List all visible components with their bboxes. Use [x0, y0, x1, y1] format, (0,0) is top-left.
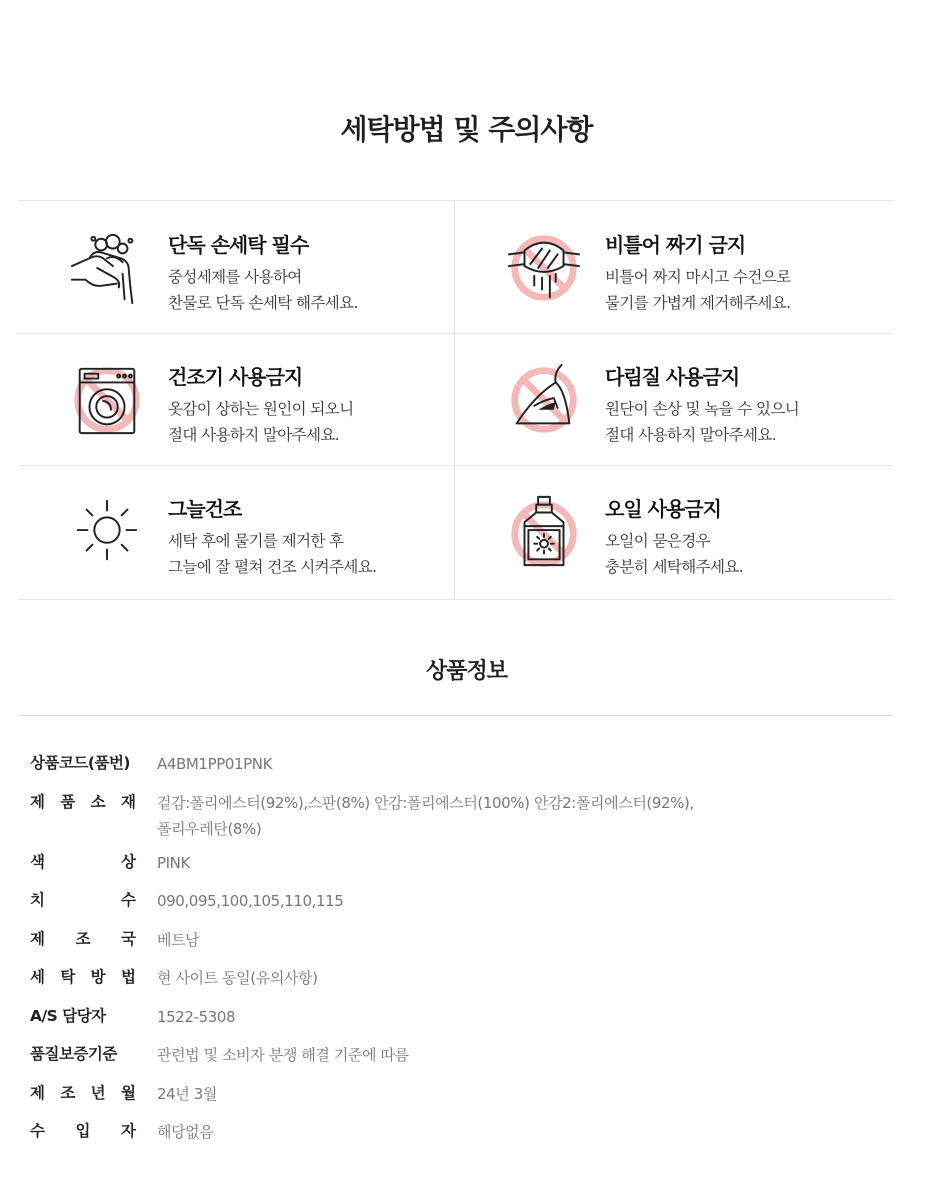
info-label-char: 세 — [30, 968, 45, 986]
product-info-divider — [18, 715, 893, 716]
care-item-title: 비틀어 짜기 금지 — [605, 233, 746, 257]
care-item-no-dryer — [18, 333, 455, 465]
info-value — [157, 965, 877, 991]
info-value-line: A4BM1PP01PNK — [157, 755, 273, 773]
care-item-desc-line: 찬물로 단독 손세탁 해주세요. — [168, 294, 358, 312]
care-item-desc — [605, 396, 799, 448]
info-row-wash-method — [30, 961, 890, 1000]
info-value — [157, 1042, 877, 1068]
info-row-importer — [30, 1115, 890, 1154]
info-value-line: 베트남 — [157, 930, 200, 949]
no-dryer-icon — [68, 361, 146, 439]
info-value — [157, 888, 877, 914]
info-value — [157, 850, 877, 876]
info-label — [30, 1119, 136, 1141]
care-item-desc-line: 물기를 가볍게 제거해주세요. — [605, 294, 791, 312]
care-item-shade-dry — [18, 465, 455, 597]
care-item-no-oil — [455, 465, 892, 597]
info-label-char: 수 — [30, 1122, 45, 1140]
info-label-char: 재 — [120, 792, 136, 811]
care-item-desc — [168, 396, 353, 448]
product-info-table — [30, 747, 890, 1154]
info-label-char: 색 — [30, 852, 45, 871]
info-value-line: 현 사이트 동일(유의사항) — [157, 969, 318, 987]
info-value-line: 관련법 및 소비자 분쟁 해결 기준에 따름 — [157, 1046, 409, 1064]
care-item-no-wring — [455, 201, 892, 333]
care-item-desc-line: 그늘에 잘 펼쳐 건조 시켜주세요. — [168, 558, 377, 576]
hand-wash-icon — [68, 229, 146, 307]
info-label-char: 입 — [75, 1122, 91, 1140]
care-instructions-grid — [18, 200, 893, 600]
info-label-char: 자 — [121, 1122, 136, 1140]
info-label-char: 품 — [60, 792, 76, 811]
info-label — [30, 1081, 136, 1103]
info-value-line: 1522-5308 — [157, 1007, 236, 1026]
info-label-char: 법 — [120, 968, 136, 986]
info-label-char: 년 — [90, 1083, 106, 1102]
info-row-color — [30, 846, 890, 885]
info-label — [30, 888, 136, 910]
info-value — [157, 1119, 877, 1145]
info-row-product-code — [30, 747, 890, 786]
info-label-char: 제 — [30, 1083, 45, 1102]
info-label-char: 상 — [121, 852, 136, 871]
info-label: 상품코드(품번) — [30, 754, 131, 772]
info-label-char: 방 — [90, 968, 106, 986]
info-label — [30, 850, 136, 872]
care-item-hand-wash — [18, 201, 455, 333]
info-label-char: 국 — [121, 929, 136, 948]
info-row-material — [30, 786, 890, 846]
care-item-desc-line: 세탁 후에 물기를 제거한 후 — [168, 532, 344, 550]
care-item-title: 그늘건조 — [168, 497, 242, 521]
info-value-line: PINK — [157, 853, 190, 872]
info-value — [157, 1081, 877, 1107]
info-value-line: 24년 3월 — [157, 1084, 217, 1103]
care-item-desc-line: 절대 사용하지 말아주세요. — [168, 426, 340, 444]
info-value — [157, 927, 877, 953]
care-item-desc-line: 충분히 세탁해주세요. — [605, 558, 744, 576]
info-row-size — [30, 884, 890, 923]
no-wring-icon — [505, 229, 583, 307]
care-item-title: 오일 사용금지 — [605, 497, 721, 521]
info-label: A/S 담당자 — [30, 1006, 106, 1025]
care-item-title: 다림질 사용금지 — [605, 365, 740, 389]
care-item-desc-line: 원단이 손상 및 녹을 수 있으니 — [605, 400, 800, 418]
care-item-desc-line: 비틀어 짜지 마시고 수건으로 — [605, 268, 791, 286]
info-row-country — [30, 923, 890, 962]
info-value-line: 해당없음 — [157, 1123, 214, 1141]
info-value-line: 090,095,100,105,110,115 — [157, 892, 344, 910]
info-row-as-contact — [30, 1000, 890, 1039]
info-label-char: 소 — [90, 792, 106, 811]
info-label-char: 조 — [75, 929, 91, 948]
care-item-title: 단독 손세탁 필수 — [168, 233, 309, 257]
care-section-title: 세탁방법 및 주의사항 — [340, 113, 593, 146]
no-iron-icon — [505, 361, 583, 439]
info-value-line: 폴리우레탄(8%) — [157, 819, 262, 838]
care-item-no-iron — [455, 333, 892, 465]
info-label — [30, 790, 136, 812]
info-label-char: 조 — [60, 1083, 76, 1102]
info-value — [157, 790, 877, 842]
care-item-desc — [168, 264, 358, 316]
info-label: 품질보증기준 — [30, 1045, 117, 1063]
care-item-desc-line: 옷감이 상하는 원인이 되오니 — [168, 400, 354, 418]
shade-dry-sun-icon — [68, 493, 146, 571]
info-label-char: 수 — [121, 891, 136, 909]
care-item-desc-line: 중성세제를 사용하여 — [168, 268, 302, 286]
care-item-desc — [168, 528, 377, 580]
info-value — [157, 751, 877, 777]
care-item-desc — [605, 264, 790, 316]
info-value — [157, 1004, 877, 1030]
info-label-char: 제 — [30, 929, 45, 948]
info-label-char: 치 — [30, 891, 45, 909]
info-label-char: 월 — [120, 1083, 136, 1102]
info-row-manufactured — [30, 1077, 890, 1116]
product-info-title: 상품정보 — [425, 659, 507, 684]
info-label-char: 제 — [30, 792, 45, 811]
info-label-char: 탁 — [60, 968, 76, 986]
care-item-desc — [605, 528, 743, 580]
care-item-desc-line: 절대 사용하지 말아주세요. — [605, 426, 777, 444]
info-label — [30, 965, 136, 987]
info-value-line: 겉감:폴리에스터(92%),스판(8%) 안감:폴리에스터(100%) 안감2:폴리에스터(92%), — [157, 793, 694, 812]
no-oil-icon — [505, 493, 583, 571]
info-row-quality — [30, 1038, 890, 1077]
info-label — [30, 927, 136, 949]
care-item-desc-line: 오일이 묻은경우 — [605, 532, 710, 550]
care-item-title: 건조기 사용금지 — [168, 365, 303, 389]
